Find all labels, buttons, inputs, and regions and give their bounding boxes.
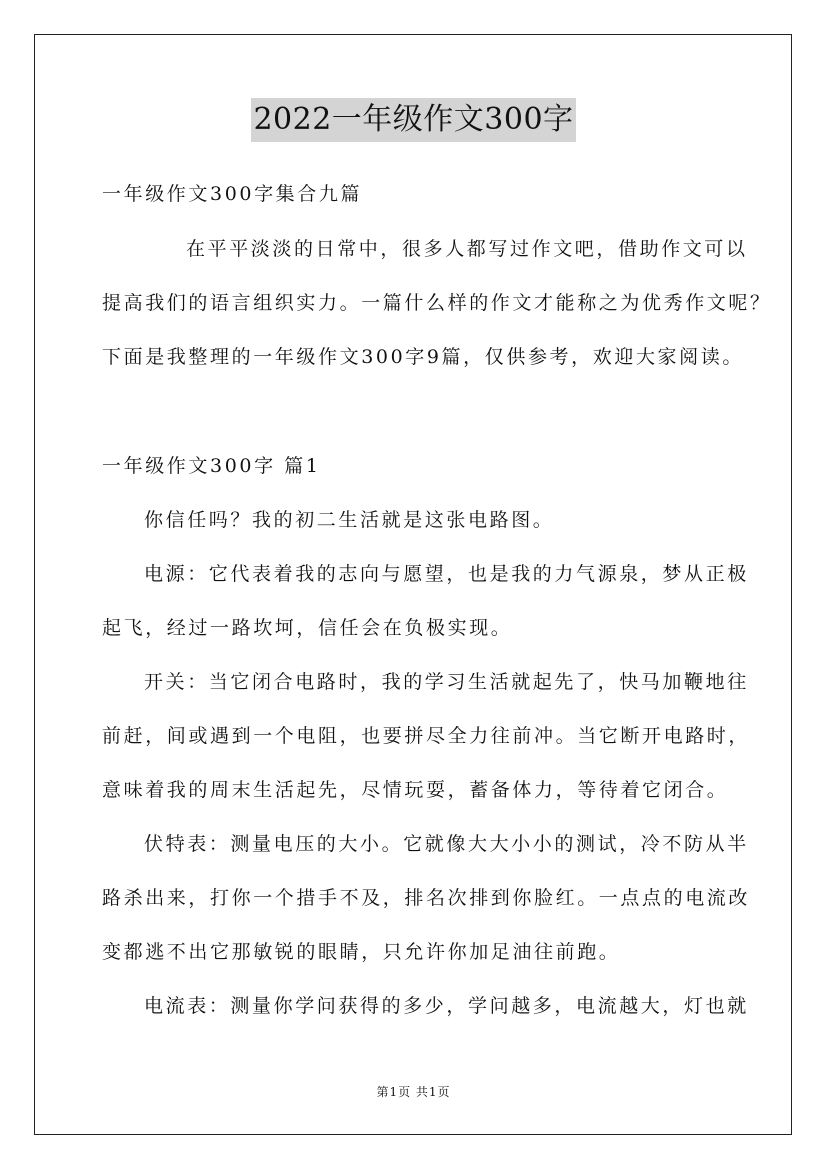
title-container — [0, 98, 827, 142]
paragraph-line: 电源：它代表着我的志向与愿望，也是我的力气源泉，梦从正极 — [144, 563, 749, 585]
paragraph-line: 起飞，经过一路坎坷，信任会在负极实现。 — [102, 617, 513, 639]
paragraph-line: 伏特表：测量电压的大小。它就像大大小小的测试，冷不防从半 — [144, 833, 749, 855]
page-number-footer: 第1页 共1页 — [376, 1085, 451, 1099]
section-heading: 一年级作文300字 篇1 — [102, 455, 321, 477]
paragraph-line: 你信任吗？我的初二生活就是这张电路图。 — [144, 509, 555, 531]
document-title: 2022一年级作文300字 — [251, 98, 575, 142]
paragraph-line: 前赶，间或遇到一个电阻，也要拼尽全力往前冲。当它断开电路时， — [102, 725, 751, 747]
paragraph-line: 路杀出来，打你一个措手不及，排名次排到你脸红。一点点的电流改 — [102, 887, 751, 909]
paragraph-line: 开关：当它闭合电路时，我的学习生活就起先了，快马加鞭地往 — [144, 671, 749, 693]
paragraph-line: 意味着我的周末生活起先，尽情玩耍，蓄备体力，等待着它闭合。 — [102, 779, 729, 801]
paragraph-line: 电流表：测量你学问获得的多少，学问越多，电流越大，灯也就 — [144, 995, 749, 1017]
intro-line-1: 在平平淡淡的日常中，很多人都写过作文吧，借助作文可以 — [186, 238, 748, 260]
paragraph-line: 变都逃不出它那敏锐的眼睛，只允许你加足油往前跑。 — [102, 941, 621, 963]
intro-line-2: 提高我们的语言组织实力。一篇什么样的作文才能称之为优秀作文呢？ — [102, 292, 772, 314]
intro-line-3: 下面是我整理的一年级作文300字9篇，仅供参考，欢迎大家阅读。 — [102, 346, 744, 368]
subtitle: 一年级作文300字集合九篇 — [102, 183, 363, 205]
